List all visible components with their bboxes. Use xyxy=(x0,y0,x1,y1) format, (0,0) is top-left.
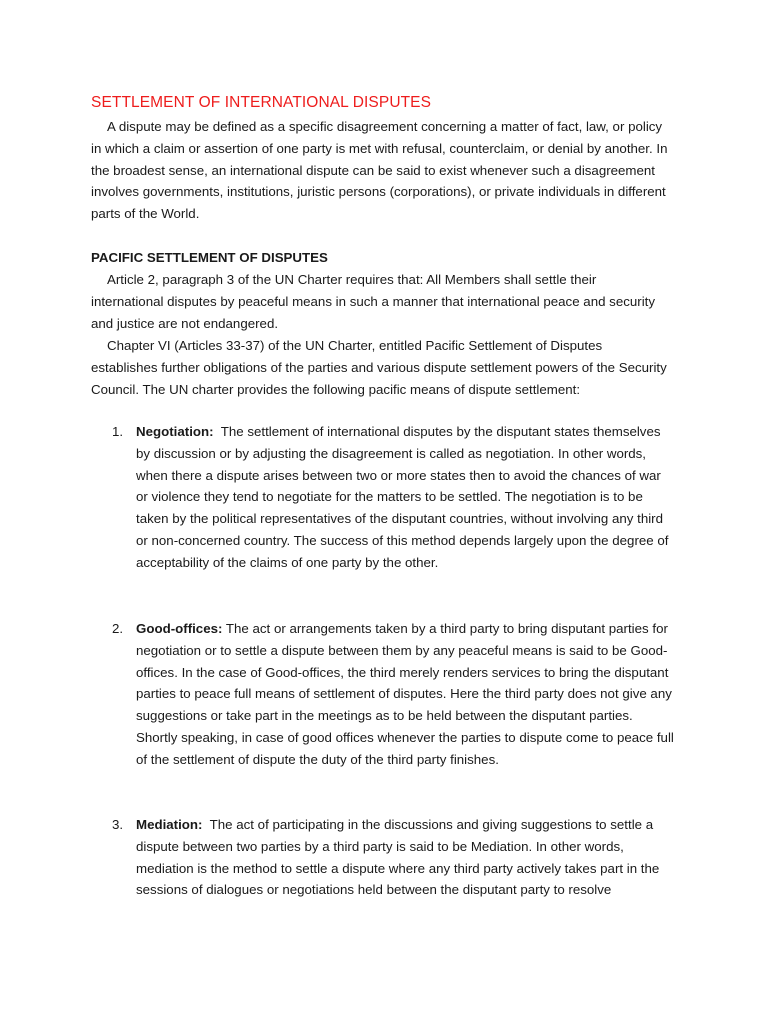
chapter-text: Chapter VI (Articles 33-37) of the UN Charter, entitled Pacific Settlement of Disputes establishes further obligations of the parties and various dispute settlement powers of the Security Council. The UN charter provides the following pacific means of dispute settlement: xyxy=(91,338,667,397)
intro-paragraph xyxy=(91,116,671,225)
section-heading: PACIFIC SETTLEMENT OF DISPUTES xyxy=(91,250,328,265)
list-item-text: The act of participating in the discussions and giving suggestions to settle a dispute between two parties by a third party is said to be Mediation. In other words, mediation is the method to settle a dispute where any third party actively takes part in the sessions of dialogues or negotiations held between the disputant party to resolve xyxy=(136,817,660,898)
chapter-paragraph xyxy=(91,335,671,400)
list-item-text: The settlement of international disputes by the disputant states themselves by discussion or by adjusting the disagreement is called as negotiation. In other words, when there a dispute arises between two or more states then to avoid the chances of war or violence they tend to negotiate for the matters to be settled. The negotiation is to be taken by the political representatives of the disputant countries, without involving any third or non-concerned country. The success of this method depends largely upon the degree of acceptability of the claims of one party by the other. xyxy=(136,424,669,570)
list-item-term: Mediation: xyxy=(136,817,203,832)
list-item-number: 2. xyxy=(112,621,124,636)
list-item-text: The act or arrangements taken by a third party to bring disputant parties for negotiation or to settle a dispute between them by any peaceful means is said to be Good-offices. In the case of Good-offices, the third merely renders services to bring the disputant parties to peace full means of settlement of disputes. Here the third party does not give any suggestions or take part in the meetings as to be held between the disputant parties. Shortly speaking, in case of good offices whenever the parties to dispute come to peace full of the settlement of dispute the duty of the third party finishes. xyxy=(136,621,674,767)
list-item-body xyxy=(136,814,676,901)
list-item-body xyxy=(136,421,676,574)
list-item-term: Negotiation: xyxy=(136,424,214,439)
list-item-number: 1. xyxy=(112,424,124,439)
list-item-number: 3. xyxy=(112,817,124,832)
list-item-term: Good-offices: xyxy=(136,621,223,636)
document-title: SETTLEMENT OF INTERNATIONAL DISPUTES xyxy=(91,94,432,111)
list-item-body xyxy=(136,618,676,771)
article-text: Article 2, paragraph 3 of the UN Charter requires that: All Members shall settle their international disputes by peaceful means in such a manner that international peace and security and justice are not endangered. xyxy=(91,272,655,331)
article-paragraph xyxy=(91,269,671,334)
intro-text: A dispute may be defined as a specific disagreement concerning a matter of fact, law, or policy in which a claim or assertion of one party is met with refusal, counterclaim, or denial by another. In the broadest sense, an international dispute can be said to exist whenever such a disagreement involves governments, institutions, juristic persons (corporations), or private individuals in different parts of the World. xyxy=(91,119,668,222)
